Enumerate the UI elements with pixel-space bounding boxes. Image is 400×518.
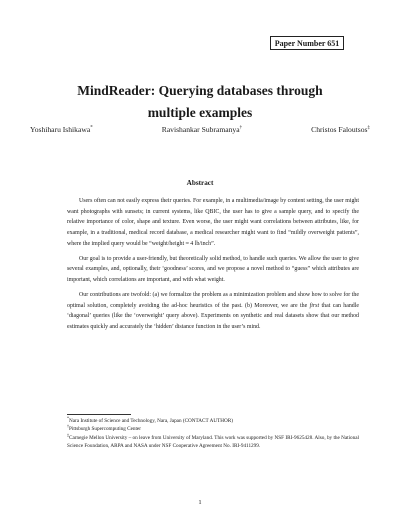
author-mark: ‡	[367, 125, 370, 131]
abstract-paragraph: Our goal is to provide a user-friendly, but theoretically solid method, to handle such queries. We allow the user to give several examples, and, optionally, their ‘goodness’ scores, and we propose a novel method to “guess” which attributes are important, which correlations are important, and with what weight.	[67, 255, 359, 284]
footnote-affiliation-1: *Nara Institute of Science and Technology, Nara, Japan (CONTACT AUTHOR)	[67, 415, 233, 424]
emphasis-first: first	[309, 302, 320, 309]
paper-number-box	[270, 36, 344, 50]
footnote-divider	[67, 414, 131, 415]
author-mark: *	[90, 125, 93, 131]
footnotes	[67, 417, 359, 451]
author-ishikawa: Yoshiharu Ishikawa*	[30, 125, 93, 134]
paper-number-label: Paper Number 651	[274, 38, 340, 48]
abstract-paragraph: Users often can not easily express their queries. For example, in a multimedia/image by content setting, the user might want photographs with sunsets; in current systems, like QBIC, the user has to give a sample query, and to specify the relative importance of color, shape and texture. Even worse, the user might want correlations between attributes, like, for example, in a traditional, medical record database, a medical researcher might want to find “mildly overweight patients”, where the implied query would be “weight/height ≈ 4 lb/inch”.	[67, 198, 359, 247]
page-number: 1	[198, 499, 202, 506]
footnote-affiliation-2: †Pittsburgh Supercomputing Center	[67, 423, 141, 433]
footnote-affiliation-3: ‡Carnegie Mellon University – on leave from University of Maryland. This work was supported by NSF IRI-9625428. Also, by the National Science Foundation, ARPA and NASA under NSF Cooperative Agreement No. IRI-9411299.	[67, 432, 359, 450]
title-line-2: multiple examples	[147, 105, 253, 120]
author-mark: †	[239, 125, 243, 131]
abstract-heading: Abstract	[186, 179, 214, 187]
author-subramanya: Ravishankar Subramanya†	[161, 125, 243, 134]
author-faloutsos: Christos Faloutsos‡	[311, 125, 370, 134]
author-list	[30, 125, 370, 134]
abstract-body	[67, 196, 359, 337]
paper-title	[40, 80, 360, 124]
title-line-1: MindReader: Querying databases through	[77, 83, 323, 98]
abstract-paragraph: Our contributions are twofold: (a) we formalize the problem as a minimization problem and show how to solve for the optimal solution, completely avoiding the ad-hoc heuristics of the past. (b) Moreover, we are the first that can handle ‘diagonal’ queries (like the ‘overweight’ query above). Experiments on synthetic and real datasets show that our method estimates quickly and accurately the ‘hidden’ distance function in the user’s mind.	[67, 292, 359, 331]
